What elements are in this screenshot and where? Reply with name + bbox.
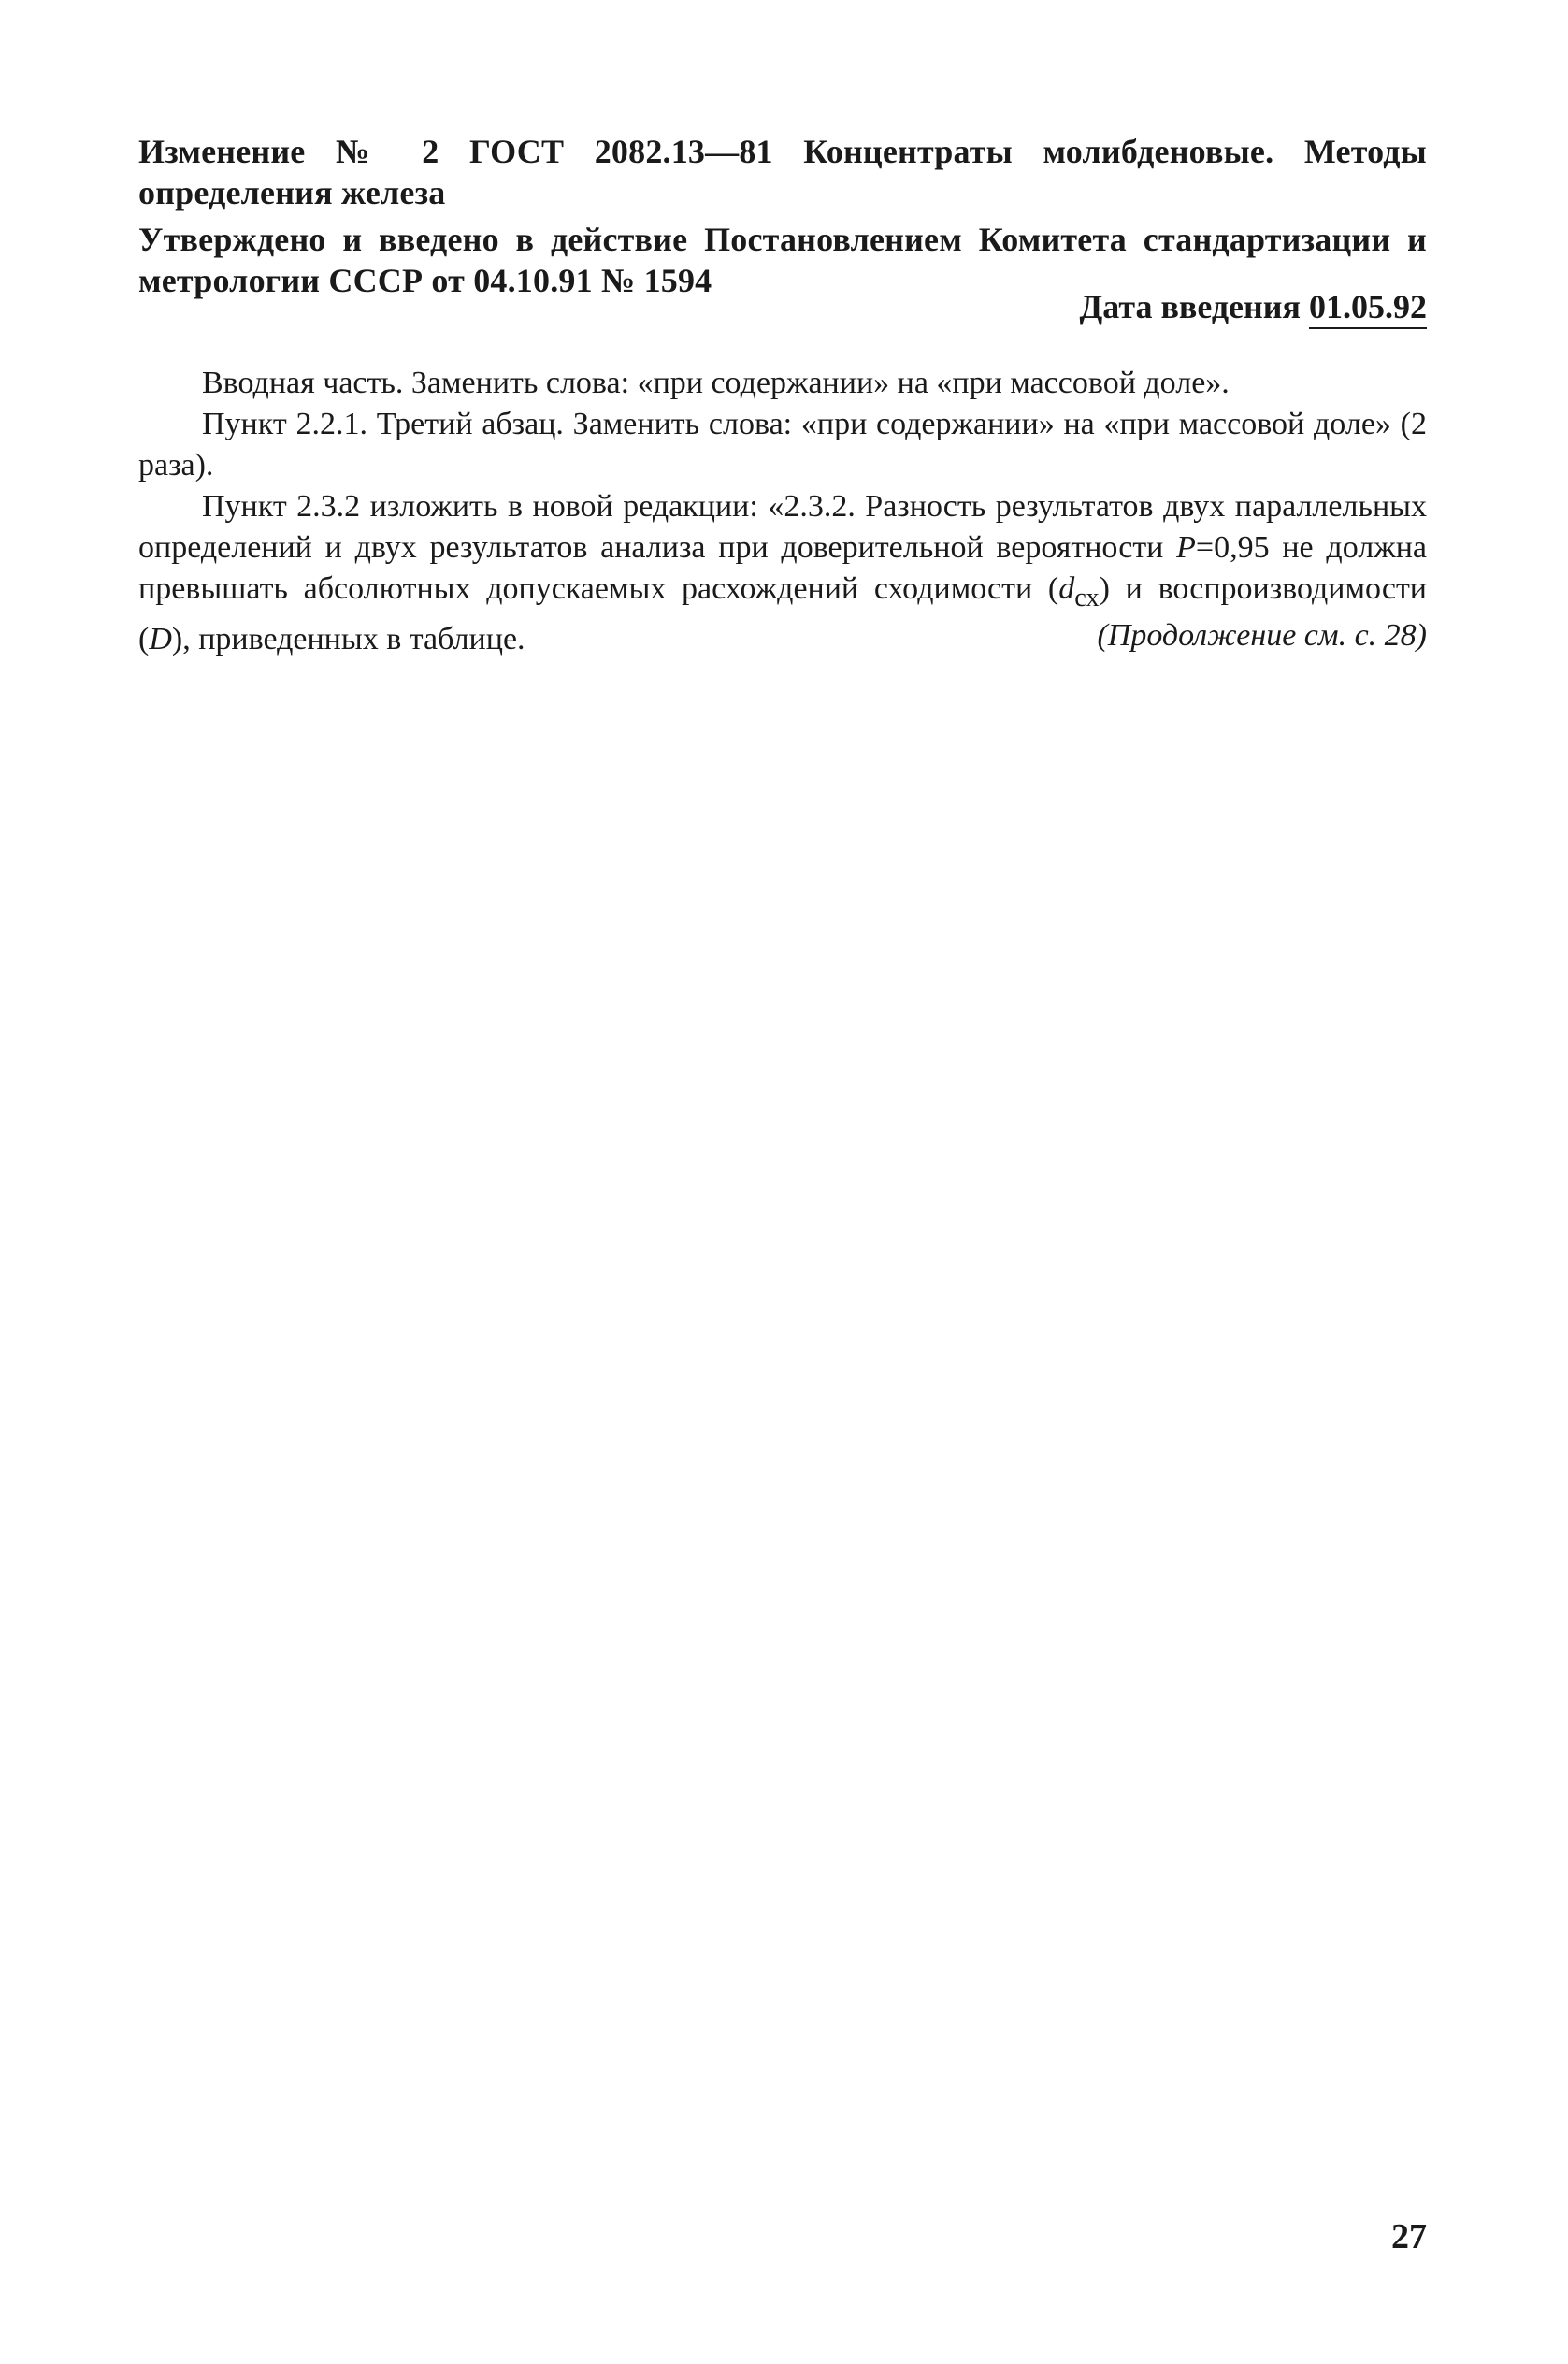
effective-date-line bbox=[1080, 286, 1428, 327]
paragraph-2-3-2-text-a: Пункт 2.3.2 изложить в новой редакции: «2.3.2. Разность результатов двух параллельных определений и двух результатов анализа при доверительной вероятности bbox=[138, 489, 1427, 565]
effective-date-label: Дата введения bbox=[1079, 288, 1301, 325]
paragraph-intro: Вводная часть. Заменить слова: «при содержании» на «при массовой доле». bbox=[202, 366, 1230, 400]
paragraph-2-2-1: Пункт 2.2.1. Третий абзац. Заменить слова: «при содержании» на «при массовой доле» (2 раза). bbox=[138, 407, 1427, 483]
convergence-subscript: сх bbox=[1074, 583, 1100, 613]
probability-symbol: P bbox=[1176, 530, 1196, 565]
convergence-symbol: d bbox=[1058, 571, 1075, 606]
page-number: 27 bbox=[1391, 2217, 1427, 2256]
paragraph-2-3-2-text-d: ), приведенных в таблице. bbox=[171, 621, 525, 656]
reproducibility-symbol: D bbox=[149, 621, 172, 656]
approval-statement: Утверждено и введено в действие Постановлением Комитета стандартизации и метрологии СССР от 04.10.91 № 1594 bbox=[138, 221, 1427, 299]
document-title: Изменение № 2 ГОСТ 2082.13—81 Концентраты молибденовые. Методы определения железа bbox=[138, 133, 1427, 211]
paragraph-2-3-2-text-c: ) и воспроизводимости ( bbox=[138, 571, 1427, 656]
effective-date-value: 01.05.92 bbox=[1309, 288, 1427, 329]
continuation-note: (Продолжение см. с. 28) bbox=[1097, 618, 1427, 653]
paragraph-2-3-2-text-b: =0,95 не должна превышать абсолютных допускаемых расхождений сходимости ( bbox=[138, 530, 1427, 606]
